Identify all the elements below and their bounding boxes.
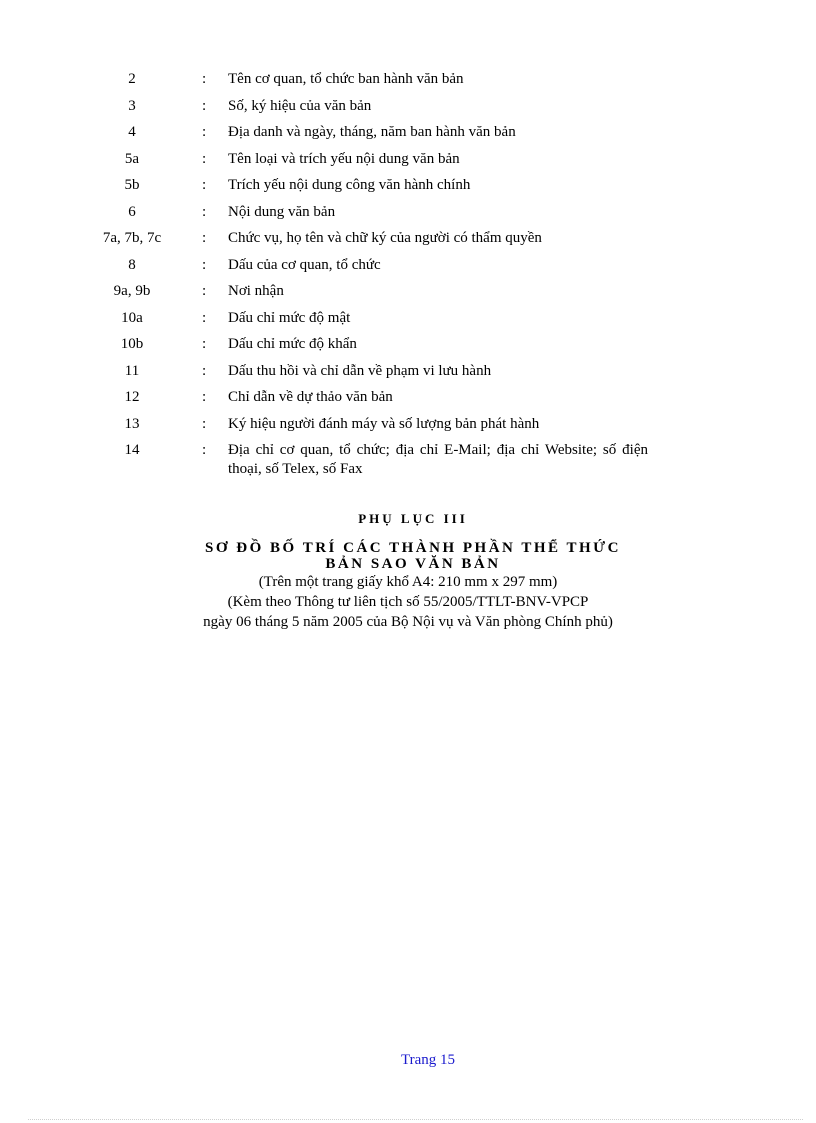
legend-description: Địa danh và ngày, tháng, năm ban hành văn bản — [228, 124, 516, 140]
legend-number: 6 — [128, 203, 136, 220]
page-number: Trang 15 — [400, 1052, 456, 1068]
legend-separator: : — [202, 150, 207, 167]
legend-row — [80, 256, 660, 275]
legend-separator: : — [202, 336, 207, 352]
legend-number: 3 — [128, 97, 136, 114]
legend-row — [80, 309, 660, 328]
appendix-heading-line-1: SƠ ĐỒ BỐ TRÍ CÁC THÀNH PHẦN THỂ THỨC — [205, 540, 621, 556]
legend-row — [80, 415, 660, 434]
legend-number: 10a — [121, 309, 143, 326]
legend-row — [80, 362, 660, 381]
legend-number: 9a, 9b — [113, 283, 151, 299]
legend-separator: : — [202, 71, 207, 87]
legend-row — [80, 176, 660, 195]
legend-row — [80, 229, 660, 248]
legend-number: 11 — [124, 362, 140, 379]
legend-number: 2 — [128, 71, 136, 87]
page-bottom-edge — [28, 1119, 803, 1120]
paper-size-note: (Trên một trang giấy khổ A4: 210 mm x 297 mm) — [258, 574, 558, 590]
legend-number: 10b — [120, 336, 144, 352]
legend-description: Nơi nhận — [228, 283, 284, 299]
date-reference-note: ngày 06 tháng 5 năm 2005 của Bộ Nội vụ và Văn phòng Chính phủ) — [203, 614, 613, 630]
legend-separator: : — [202, 97, 207, 114]
legend-row — [80, 441, 660, 479]
legend-description: Tên cơ quan, tổ chức ban hành văn bản — [228, 71, 464, 87]
legend-number: 5b — [124, 177, 140, 193]
legend-row — [80, 335, 660, 354]
legend-separator: : — [202, 124, 207, 140]
appendix-title: PHỤ LỤC III — [358, 511, 468, 526]
legend-description: Số, ký hiệu của văn bản — [228, 97, 372, 114]
legend-description: Địa chỉ cơ quan, tổ chức; địa chỉ E-Mail; địa chỉ Website; số điện thoại, số Telex, số Fax — [228, 442, 648, 477]
legend-number: 4 — [128, 124, 136, 140]
legend-number: 14 — [124, 442, 140, 458]
legend-row — [80, 97, 660, 116]
legend-description: Dấu thu hồi và chỉ dẫn về phạm vi lưu hành — [228, 362, 492, 379]
legend-description: Trích yếu nội dung công văn hành chính — [228, 177, 471, 193]
legend-row — [80, 203, 660, 222]
legend-row — [80, 388, 660, 407]
legend-separator: : — [202, 256, 207, 273]
legend-separator: : — [202, 389, 207, 405]
legend-description: Dấu chỉ mức độ khẩn — [228, 336, 357, 352]
legend-row — [80, 282, 660, 301]
appendix-heading-line-2: BẢN SAO VĂN BẢN — [325, 556, 501, 572]
legend-separator: : — [202, 177, 207, 193]
legend-separator: : — [202, 442, 207, 458]
legend-number: 5a — [124, 150, 140, 167]
legend-separator: : — [202, 203, 207, 220]
circular-reference-note: (Kèm theo Thông tư liên tịch số 55/2005/TTLT-BNV-VPCP — [227, 594, 589, 610]
legend-separator: : — [202, 309, 207, 326]
legend-description: Nội dung văn bản — [228, 203, 336, 220]
legend-separator: : — [202, 283, 207, 299]
legend-row — [80, 123, 660, 142]
legend-description: Chỉ dẫn về dự thảo văn bản — [228, 389, 393, 405]
component-legend — [80, 70, 660, 487]
legend-separator: : — [202, 415, 207, 432]
legend-description: Dấu của cơ quan, tổ chức — [228, 256, 381, 273]
legend-number: 13 — [124, 415, 140, 432]
legend-description: Chức vụ, họ tên và chữ ký của người có thẩm quyền — [228, 230, 542, 246]
legend-separator: : — [202, 230, 207, 246]
legend-separator: : — [202, 362, 207, 379]
appendix-heading — [0, 511, 816, 632]
legend-row — [80, 70, 660, 89]
legend-number: 8 — [128, 256, 136, 273]
legend-description: Tên loại và trích yếu nội dung văn bản — [228, 150, 460, 167]
legend-number: 12 — [124, 389, 140, 405]
legend-number: 7a, 7b, 7c — [102, 230, 162, 246]
legend-row — [80, 150, 660, 169]
legend-description: Ký hiệu người đánh máy và số lượng bản phát hành — [228, 415, 540, 432]
legend-description: Dấu chỉ mức độ mật — [228, 309, 351, 326]
